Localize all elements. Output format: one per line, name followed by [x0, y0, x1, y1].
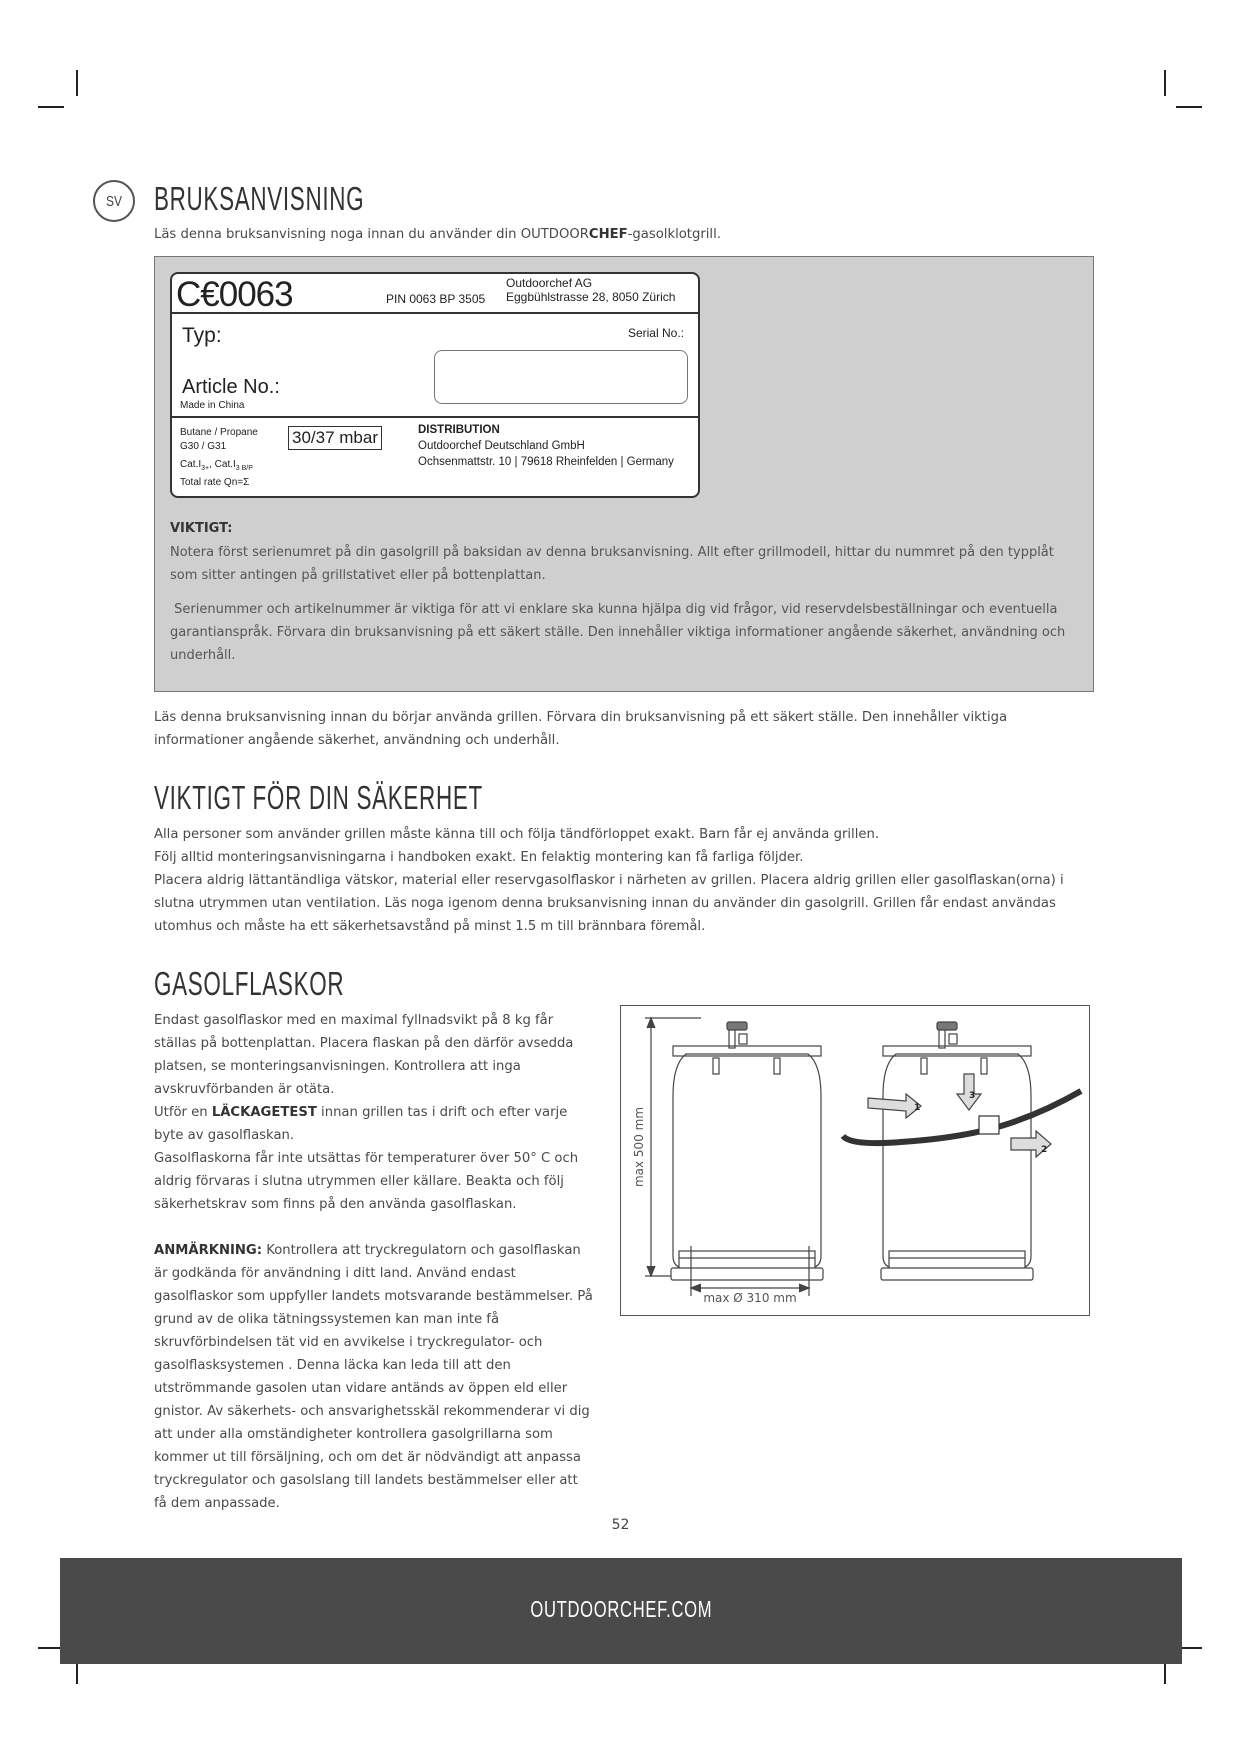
gas-bottle-figure: [620, 1005, 1090, 1316]
cat-a: Cat.I: [180, 459, 202, 470]
width-label: max Ø 310 mm: [703, 1291, 797, 1305]
cat-b: , Cat.I: [209, 459, 236, 470]
brand-chef: CHEF: [588, 227, 628, 242]
distribution-company: Outdoorchef Deutschland GmbH: [418, 440, 585, 452]
safety-line-2: Följ alltid monteringsanvisningarna i handboken exakt. En felaktig montering kan få farliga följder.: [154, 850, 804, 865]
leak-test-after: innan grillen tas i drift och efter varje byte av gasolflaskan.: [154, 1105, 568, 1143]
safety-line-3: Placera aldrig lättantändliga vätskor, material eller reservgasolflaskor i närheten av grillen. Placera aldrig grillen eller gasolflaskan(orna) i slutna utrymmen utan ventilation. Läs noga igenom denna bruksanvisning innan du använder din gasolgrill. Grillen får endast användas utomhus och måste ha ett säkerhetsavstånd på minst 1.5 m till brännbara föremål.: [154, 873, 1064, 934]
page-title: BRUKSANVISNING: [154, 180, 365, 217]
rating-plate: [170, 272, 700, 498]
note-paragraph: [154, 1239, 594, 1515]
gas-bottles-p1: Endast gasolflaskor med en maximal fyllnadsvikt på 8 kg får ställas på bottenplattan. Placera flaskan på den därför avsedda platsen, se monteringsanvisningen. Kontrollera att inga avskruvförbanden är otäta.: [154, 1013, 574, 1097]
leak-test-before: Utför en: [154, 1105, 212, 1120]
gas-bottles-p2: [154, 1101, 594, 1147]
gas-category: [180, 458, 258, 476]
serial-field: [434, 350, 688, 404]
footer-url-text: OUTDOORCHEF.COM: [530, 1596, 712, 1622]
important-title: VIKTIGT:: [170, 521, 233, 536]
language-code: SV: [105, 192, 122, 210]
important-paragraph-1: Notera först serienumret på din gasolgrill på baksidan av denna bruksanvisning. Allt efter grillmodell, hittar du nummret på den typplåt som sitter antingen på grillstativet eller på bottenplattan.: [170, 545, 1054, 583]
total-rate: Total rate Qn=Σ: [180, 477, 250, 488]
intro-text-before: Läs denna bruksanvisning noga innan du använder din OUTDOOR: [154, 227, 589, 242]
step-3-label: 3: [969, 1091, 976, 1101]
distribution-address: Ochsenmattstr. 10 | 79618 Rheinfelden | Germany: [418, 456, 674, 468]
important-paragraph-2: Serienummer och artikelnummer är viktiga för att vi enklare ska kunna hjälpa dig vid frågor, vid reservdelsbeställningar och eventuella garantianspråk. Förvara din bruksanvisning på ett säkert ställe. Den innehåller viktiga informationer angående säkerhet, användning och underhåll.: [170, 602, 1070, 663]
gas-bottle-left: [671, 1022, 823, 1280]
footer-url: [60, 1596, 1182, 1623]
distribution-title: DISTRIBUTION: [418, 424, 500, 436]
crop-mark: [38, 106, 64, 108]
company-name: Outdoorchef AG: [506, 276, 593, 290]
intro-text: [154, 223, 854, 246]
gas-bottles-text: [154, 1009, 594, 1515]
gas-bottles-p3: Gasolflaskorna får inte utsättas för temperaturer över 50° C och aldrig förvaras i slutna utrymmen eller källare. Beakta och följ säkerhetskrav som finns på den använda gasolflaskan.: [154, 1151, 579, 1212]
safety-line-1: Alla personer som använder grillen måste känna till och följa tändförloppet exakt. Barn får ej använda grillen.: [154, 827, 880, 842]
intro-text-after: -gasolklotgrill.: [627, 227, 721, 242]
gas-type: Butane / Propane: [180, 427, 258, 438]
safety-heading: VIKTIGT FÖR DIN SÄKERHET: [154, 779, 483, 816]
serial-label: Serial No.:: [627, 326, 684, 340]
note-label: ANMÄRKNING:: [154, 1243, 263, 1258]
gas-info: [180, 426, 258, 490]
gas-bottles-heading: GASOLFLASKOR: [154, 965, 345, 1002]
clamp: [979, 1116, 999, 1134]
cat-b-sub: 3 B/P: [235, 465, 253, 472]
crop-mark: [76, 70, 78, 96]
company-info: [506, 276, 675, 304]
article-label: Article No.:: [182, 376, 280, 398]
page-number: 52: [611, 1517, 630, 1533]
after-box-text: Läs denna bruksanvisning innan du börjar använda grillen. Förvara din bruksanvisning på ett säkert ställe. Den innehåller viktiga informationer angående säkerhet, användning och underhåll.: [154, 710, 1008, 748]
gas-bottle-diagram: [621, 1006, 1091, 1317]
typ-label: Typ:: [182, 324, 222, 347]
plate-divider: [172, 416, 698, 418]
leak-test-label: LÄCKAGETEST: [211, 1105, 317, 1120]
ce-mark: C€0063: [176, 275, 293, 314]
height-label: max 500 mm: [632, 1106, 646, 1188]
distribution-info: [418, 422, 674, 470]
cat-a-sub: 3+: [201, 465, 210, 472]
note-text: Kontrollera att tryckregulatorn och gasolflaskan är godkända för användning i ditt land. Använd endast gasolflaskor som uppfyller landets motsvarande bestämmelser. På grund av de olika tätningssystemen kan man inte få skruvförbindelsen tät vid en avvikelse i tryckregulator- och gasolflasksystemen . Denna läcka kan leda till att den utströmmande gasolen utan vidare antänds av öppen eld eller gnistor. Av säkerhets- och ansvarighetsskäl rekommenderar vi dig att under alla omständigheter kontrollera gasolgrillarna som kommer ut till försäljning, och om det är nödvändigt att anpassa tryckregulator och gasolslang till landets bestämmelser eller att få dem anpassade.: [154, 1243, 593, 1511]
pin-number: PIN 0063 BP 3505: [386, 292, 486, 306]
footer-bar: [60, 1558, 1182, 1664]
step-1-label: 1: [914, 1103, 921, 1113]
plate-header-row: [172, 274, 698, 314]
step-2-label: 2: [1041, 1145, 1048, 1155]
pressure-value: 30/37 mbar: [288, 426, 382, 450]
language-badge: [93, 180, 135, 222]
made-in: Made in China: [180, 400, 245, 411]
crop-mark: [1164, 70, 1166, 96]
gas-bottle-right: [881, 1022, 1033, 1280]
company-address: Eggbühlstrasse 28, 8050 Zürich: [506, 290, 676, 304]
crop-mark: [1176, 106, 1202, 108]
gas-code: G30 / G31: [180, 441, 227, 452]
